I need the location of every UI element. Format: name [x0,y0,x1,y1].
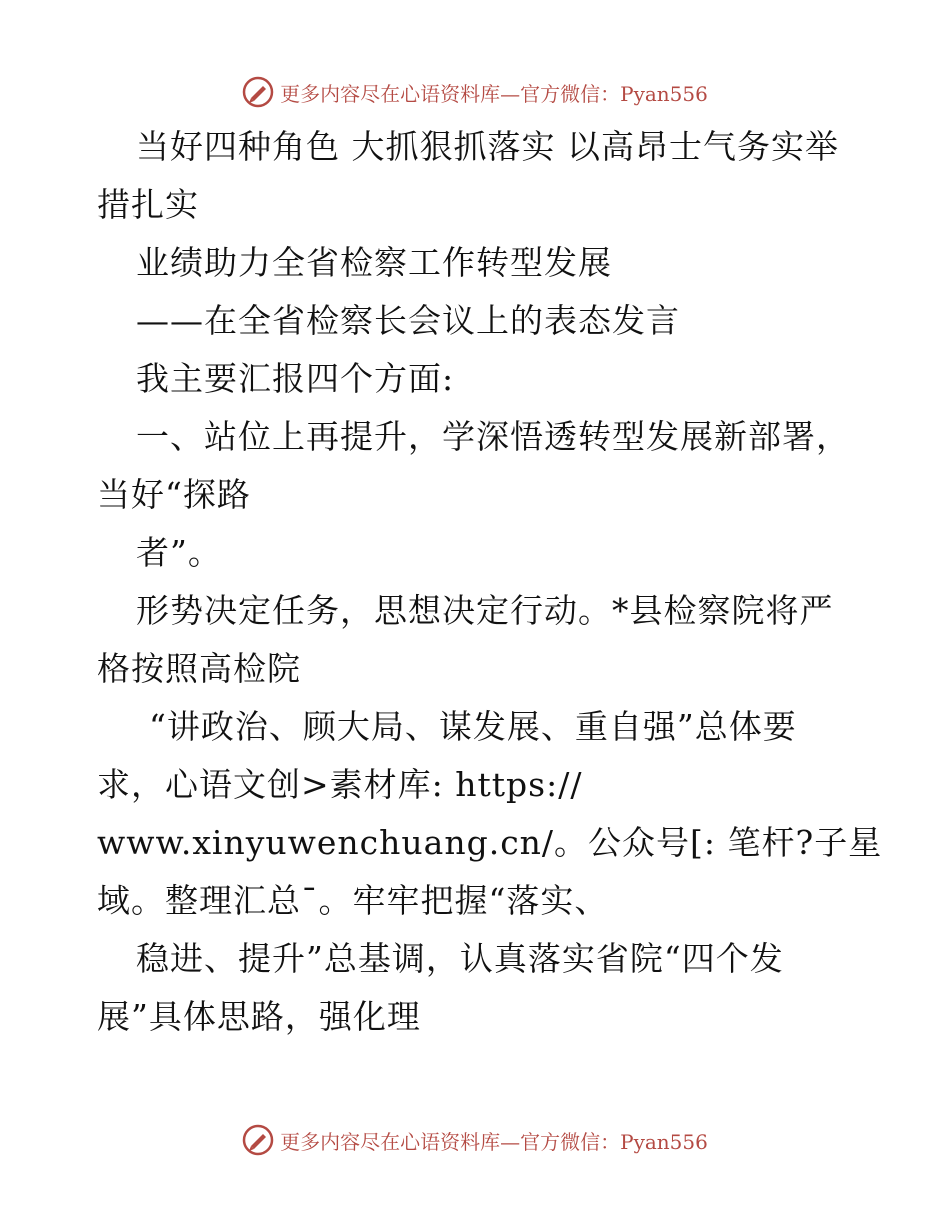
footer-banner-text: 更多内容尽在心语资料库—官方微信：Pyan556 [280,1129,708,1154]
paragraph-line: 稳进、提升”总基调，认真落实省院“四个发 [136,939,784,978]
paragraph-line: 域。整理汇总¯。牢牢把握“落实、 [97,881,609,920]
logo-icon [242,1124,274,1156]
paragraph-line: 求，心语文创>素材库: https:// [97,765,583,804]
header-banner [0,72,950,112]
paragraph-line: 形势决定任务，思想决定行动。*县检察院将严 [136,591,834,630]
logo-icon [242,76,274,108]
paragraph-line: 我主要汇报四个方面: [136,359,455,398]
section-heading-line: 当好“探路 [97,475,251,514]
document-body [97,118,887,1046]
footer-banner [0,1120,950,1160]
section-heading-line: 者”。 [136,533,222,572]
paragraph-line: 格按照高检院 [97,649,301,688]
title-line-1: 当好四种角色 大抓狠抓落实 以高昂士气务实举 [136,127,839,166]
header-banner-text: 更多内容尽在心语资料库—官方微信：Pyan556 [280,81,708,106]
subtitle-line: ——在全省检察长会议上的表态发言 [136,301,680,340]
section-heading-line: 一、站位上再提升，学深悟透转型发展新部署， [136,417,850,456]
title-line-2: 措扎实 [97,185,199,224]
title-line-3: 业绩助力全省检察工作转型发展 [136,243,612,282]
paragraph-line: www.xinyuwenchuang.cn/。公众号[: 笔杆?子星 [97,823,883,862]
paragraph-line: “讲政治、顾大局、谋发展、重自强”总体要 [149,707,797,746]
paragraph-line: 展”具体思路，强化理 [97,997,421,1036]
